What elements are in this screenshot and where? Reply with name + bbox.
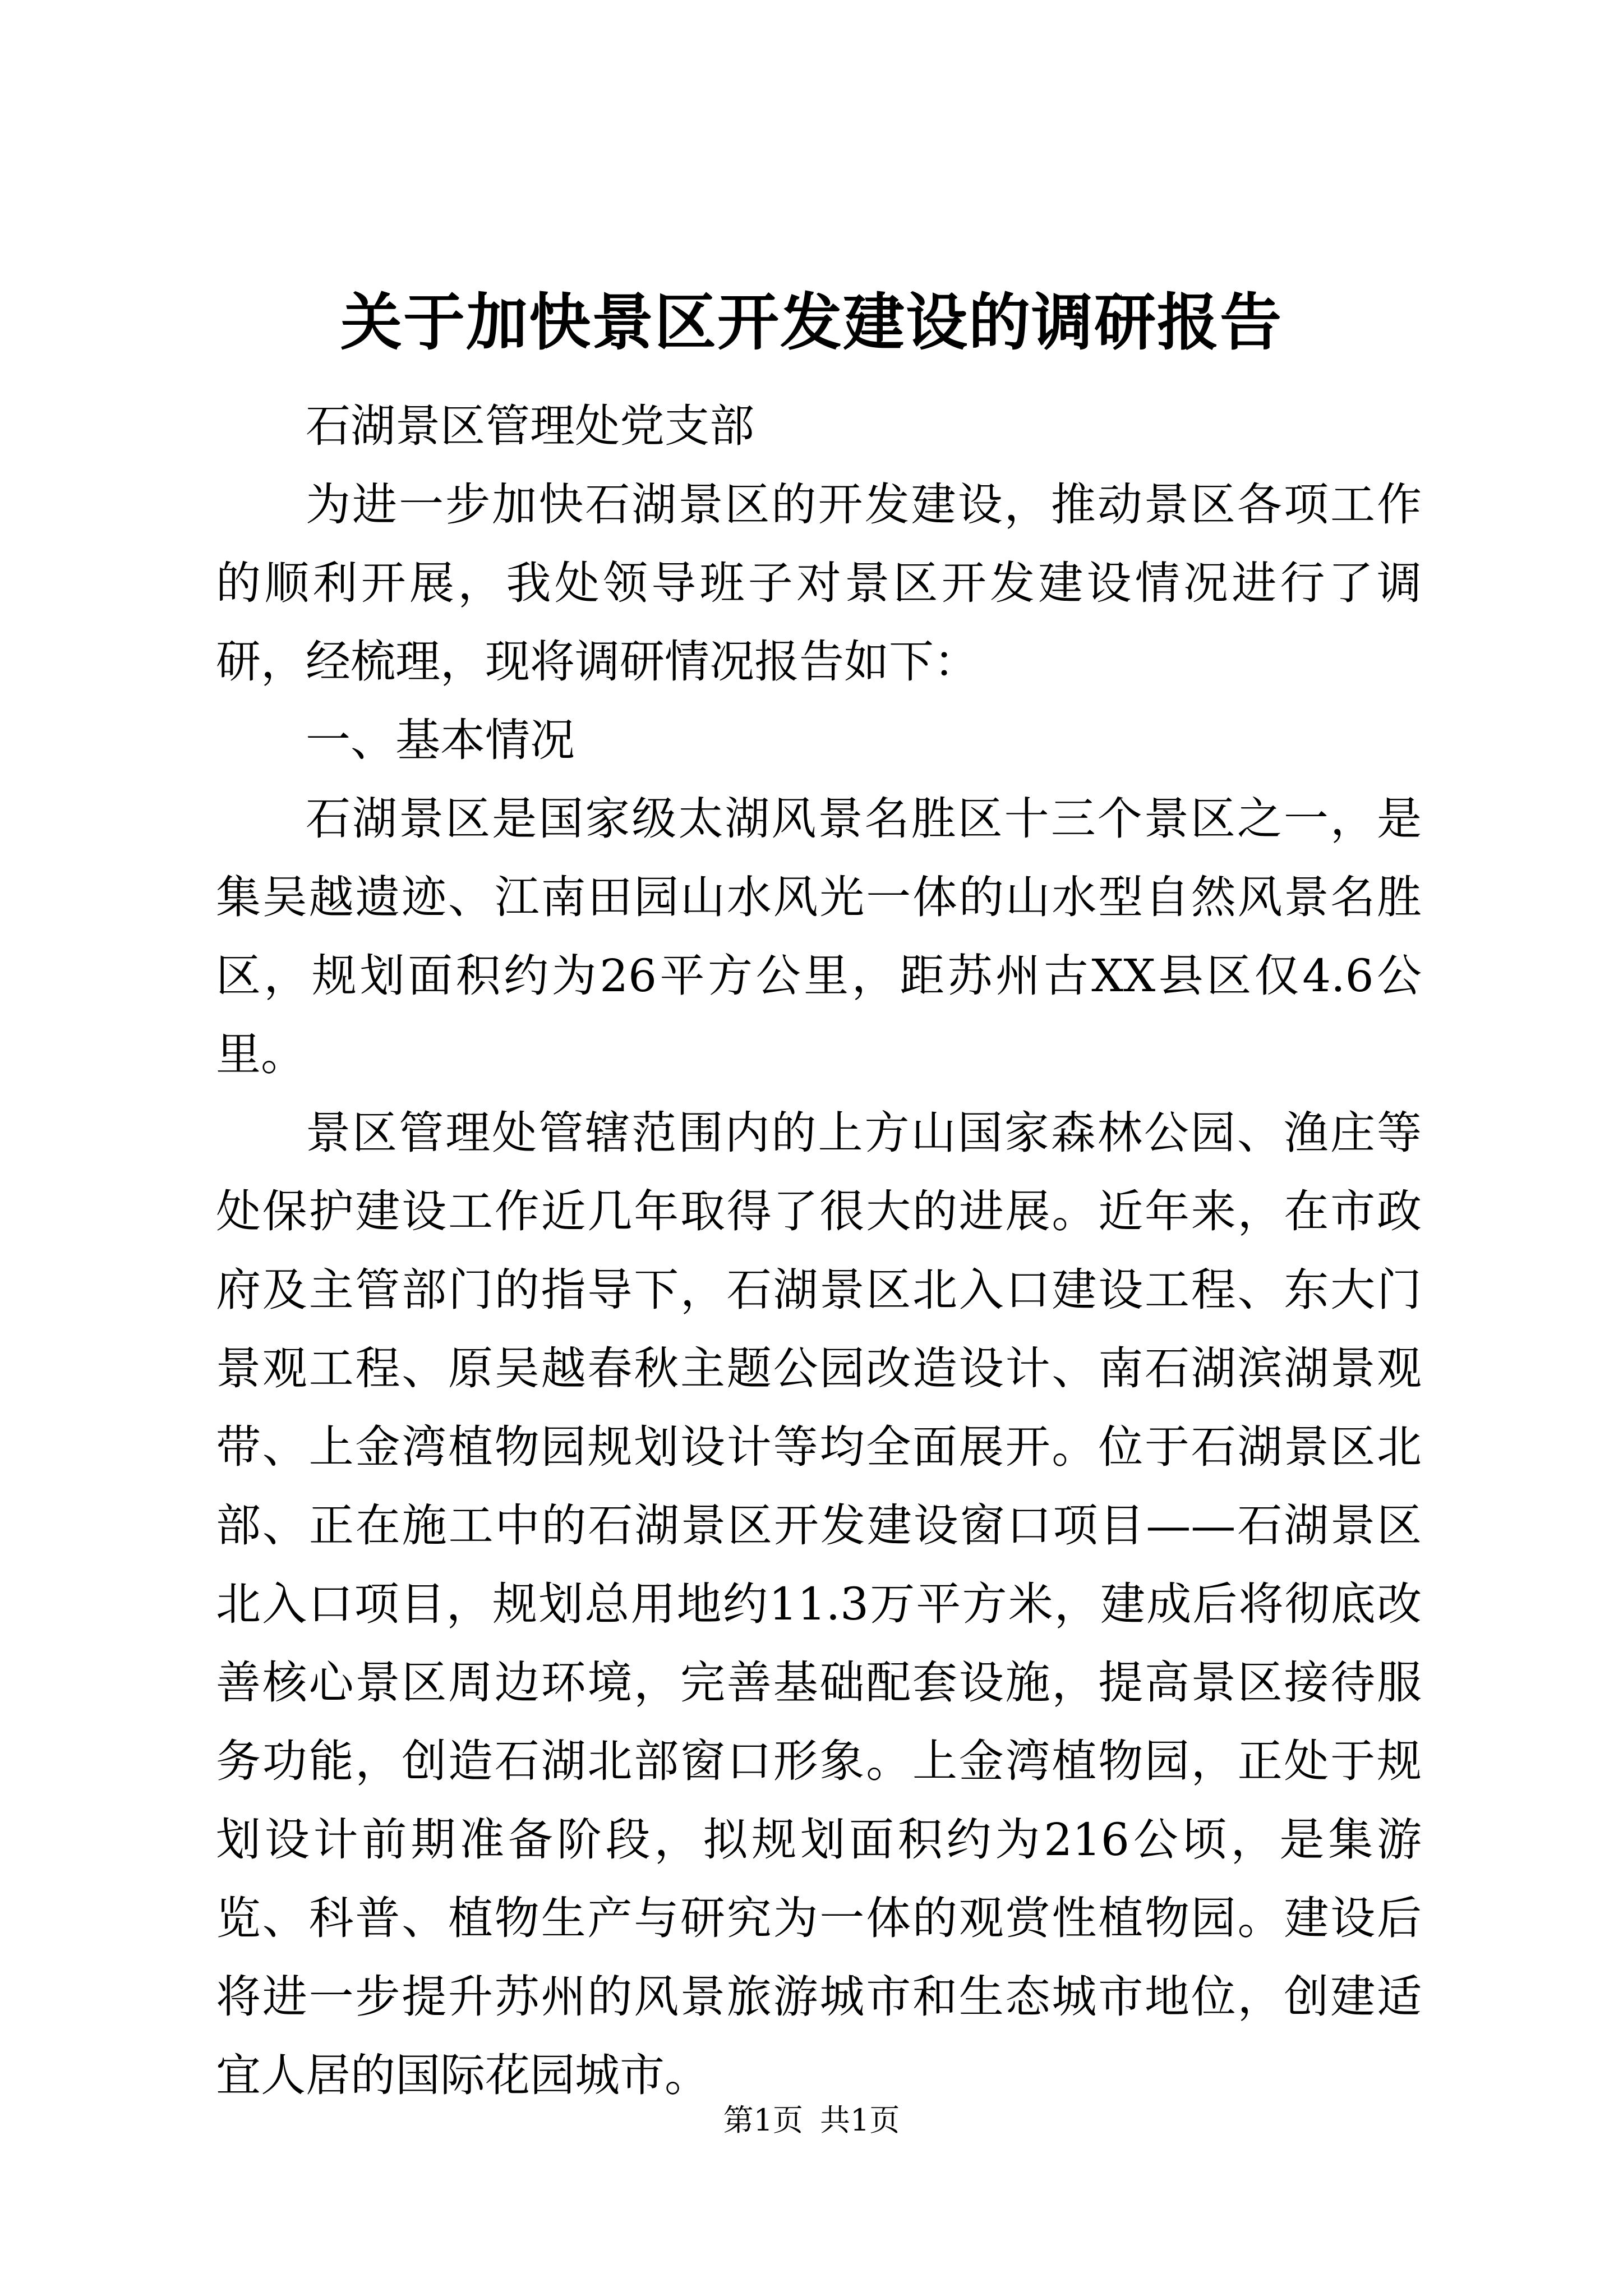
document-body [216, 387, 1422, 2115]
page-number: 第1页 [723, 2102, 803, 2138]
page-footer [0, 2098, 1623, 2143]
body-paragraph: 景区管理处管辖范围内的上方山国家森林公园、渔庄等处保护建设工作近几年取得了很大的进展。近年来，在市政府及主管部门的指导下，石湖景区北入口建设工程、东大门景观工程、原吴越春秋主题公园改造设计、南石湖滨湖景观带、上金湾植物园规划设计等均全面展开。位于石湖景区北部、正在施工中的石湖景区开发建设窗口项目——石湖景区北入口项目，规划总用地约11.3万平方米，建成后将彻底改善核心景区周边环境，完善基础配套设施，提高景区接待服务功能，创造石湖北部窗口形象。上金湾植物园，正处于规划设计前期准备阶段，拟规划面积约为216公顷，是集游览、科普、植物生产与研究为一体的观赏性植物园。建设后将进一步提升苏州的风景旅游城市和生态城市地位，创建适宜人居的国际花园城市。 [216, 1107, 1422, 2101]
body-paragraph: 石湖景区是国家级太湖风景名胜区十三个景区之一，是集吴越遗迹、江南田园山水风光一体的山水型自然风景名胜区，规划面积约为26平方公里，距苏州古XX县区仅4.6公里。 [216, 793, 1422, 1080]
section-heading: 一、基本情况 [306, 714, 575, 766]
intro-paragraph: 为进一步加快石湖景区的开发建设，推动景区各项工作的顺利开展，我处领导班子对景区开发建设情况进行了调研，经梳理，现将调研情况报告如下： [216, 478, 1422, 688]
document-title: 关于加快景区开发建设的调研报告 [340, 286, 1283, 358]
page-total: 共1页 [820, 2102, 900, 2138]
author-line: 石湖景区管理处党支部 [306, 400, 754, 452]
